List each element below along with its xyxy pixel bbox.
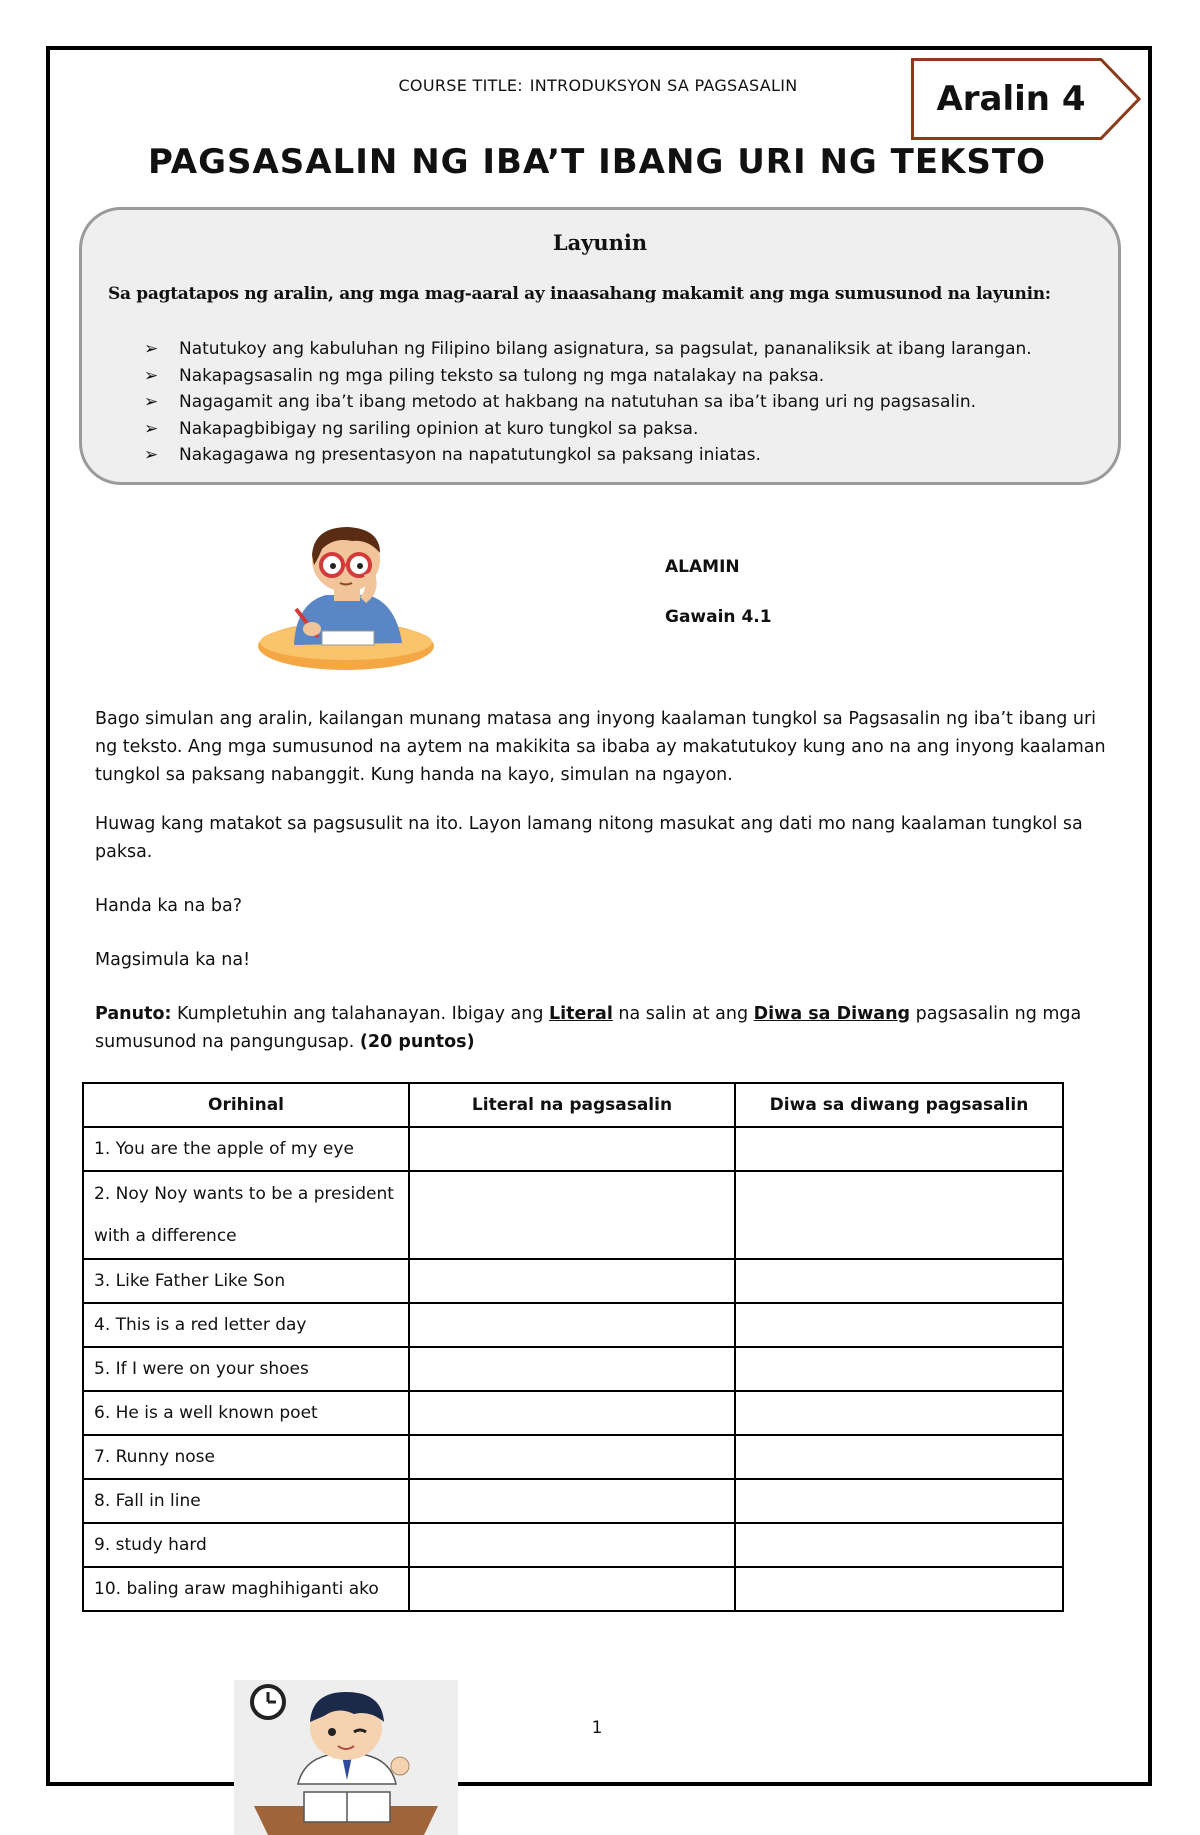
table-row <box>83 1391 1063 1435</box>
header-literal: Literal na pagsasalin <box>409 1083 735 1127</box>
ready-question: Handa ka na ba? <box>95 896 242 916</box>
diwa-answer-cell[interactable] <box>735 1479 1063 1523</box>
page-number: 1 <box>591 1718 603 1738</box>
diwa-answer-cell[interactable] <box>735 1171 1063 1259</box>
orihinal-cell: 2. Noy Noy wants to be a president with a difference <box>83 1171 409 1259</box>
table-row <box>83 1303 1063 1347</box>
literal-answer-cell[interactable] <box>409 1127 735 1171</box>
list-item: ➢ Nagagamit ang iba’t ibang metodo at hakbang na natutuhan sa iba’t ibang uri ng pagsasalin. <box>144 389 1032 416</box>
diwa-answer-cell[interactable] <box>735 1347 1063 1391</box>
arrow-bullet-icon: ➢ <box>144 392 159 412</box>
literal-answer-cell[interactable] <box>409 1435 735 1479</box>
arrow-bullet-icon: ➢ <box>144 418 159 439</box>
arrow-bullet-icon: ➢ <box>144 339 159 359</box>
literal-answer-cell[interactable] <box>409 1391 735 1435</box>
intro-paragraph: Bago simulan ang aralin, kailangan munang matasa ang inyong kaalaman tungkol sa Pagsasalin ng iba’t ibang uri ng teksto. Ang mga sumusunod na aytem na makikita sa ibaba ay makatutukoy kung ano na ang inyong kaalaman tungkol sa paksang nabanggit. Kung handa na kayo, simulan na ngayon. <box>95 709 1106 785</box>
thinking-student-illustration <box>256 525 436 670</box>
course-title-label: COURSE TITLE: <box>398 76 523 95</box>
diwa-answer-cell[interactable] <box>735 1259 1063 1303</box>
course-title-value: INTRODUKSYON SA PAGSASALIN <box>529 76 798 95</box>
header-diwa: Diwa sa diwang pagsasalin <box>735 1083 1063 1127</box>
table-row <box>83 1127 1063 1171</box>
orihinal-cell: 9. study hard <box>83 1523 409 1567</box>
orihinal-cell: 10. baling araw maghihiganti ako <box>83 1567 409 1611</box>
table-row <box>83 1435 1063 1479</box>
orihinal-cell: 3. Like Father Like Son <box>83 1259 409 1303</box>
instructions: Panuto: Kumpletuhin ang talahanayan. Ibigay ang Literal na salin at ang Diwa sa Diwang pagsasalin ng mga sumusunod na pangungusap. (20 puntos) <box>95 1004 1082 1052</box>
literal-answer-cell[interactable] <box>409 1303 735 1347</box>
diwa-answer-cell[interactable] <box>735 1567 1063 1611</box>
list-item: ➢ Natutukoy ang kabuluhan ng Filipino bilang asignatura, sa pagsulat, pananaliksik at ibang larangan. <box>144 336 1032 363</box>
diwa-answer-cell[interactable] <box>735 1127 1063 1171</box>
arrow-bullet-icon: ➢ <box>144 365 159 386</box>
list-item: ➢ Nakapagsasalin ng mga piling teksto sa tulong ng mga natalakay na paksa. <box>144 363 1032 390</box>
orihinal-cell: 1. You are the apple of my eye <box>83 1127 409 1171</box>
orihinal-cell: 7. Runny nose <box>83 1435 409 1479</box>
literal-answer-cell[interactable] <box>409 1171 735 1259</box>
table-row <box>83 1259 1063 1303</box>
literal-answer-cell[interactable] <box>409 1347 735 1391</box>
table-row <box>83 1567 1063 1611</box>
diwa-term: Diwa sa Diwang <box>753 1004 911 1024</box>
literal-answer-cell[interactable] <box>409 1567 735 1611</box>
header-orihinal: Orihinal <box>83 1083 409 1127</box>
diwa-answer-cell[interactable] <box>735 1523 1063 1567</box>
page-title: PAGSASALIN NG IBA’T IBANG URI NG TEKSTO <box>147 142 1047 182</box>
list-item: ➢ Nakagagawa ng presentasyon na napatutungkol sa paksang iniatas. <box>144 442 1032 469</box>
start-prompt: Magsimula ka na! <box>95 950 251 970</box>
alamin-heading: ALAMIN <box>665 557 740 577</box>
table-row <box>83 1523 1063 1567</box>
aralin-badge: Aralin 4 <box>936 79 1086 119</box>
objectives-list <box>144 336 1032 469</box>
diwa-answer-cell[interactable] <box>735 1303 1063 1347</box>
table-row <box>83 1479 1063 1523</box>
literal-answer-cell[interactable] <box>409 1523 735 1567</box>
diwa-answer-cell[interactable] <box>735 1435 1063 1479</box>
literal-term: Literal <box>549 1004 613 1024</box>
reassure-paragraph: Huwag kang matakot sa pagsusulit na ito. Layon lamang nitong masukat ang dati mo nang kaalaman tungkol sa paksa. <box>95 814 1083 862</box>
translation-table <box>82 1082 1064 1612</box>
orihinal-cell: 6. He is a well known poet <box>83 1391 409 1435</box>
diwa-answer-cell[interactable] <box>735 1391 1063 1435</box>
orihinal-cell: 8. Fall in line <box>83 1479 409 1523</box>
layunin-intro: Sa pagtatapos ng aralin, ang mga mag-aaral ay inaasahang makamit ang mga sumusunod na layunin: <box>108 284 1051 304</box>
gawain-label: Gawain 4.1 <box>665 607 772 627</box>
table-header-row <box>83 1083 1063 1127</box>
student-with-clock-illustration <box>234 1680 458 1835</box>
literal-answer-cell[interactable] <box>409 1479 735 1523</box>
literal-answer-cell[interactable] <box>409 1259 735 1303</box>
orihinal-cell: 4. This is a red letter day <box>83 1303 409 1347</box>
arrow-bullet-icon: ➢ <box>144 445 159 465</box>
orihinal-cell: 5. If I were on your shoes <box>83 1347 409 1391</box>
table-row <box>83 1347 1063 1391</box>
list-item: ➢ Nakapagbibigay ng sariling opinion at kuro tungkol sa paksa. <box>144 416 1032 443</box>
layunin-title: Layunin <box>552 230 648 255</box>
table-row <box>83 1171 1063 1259</box>
